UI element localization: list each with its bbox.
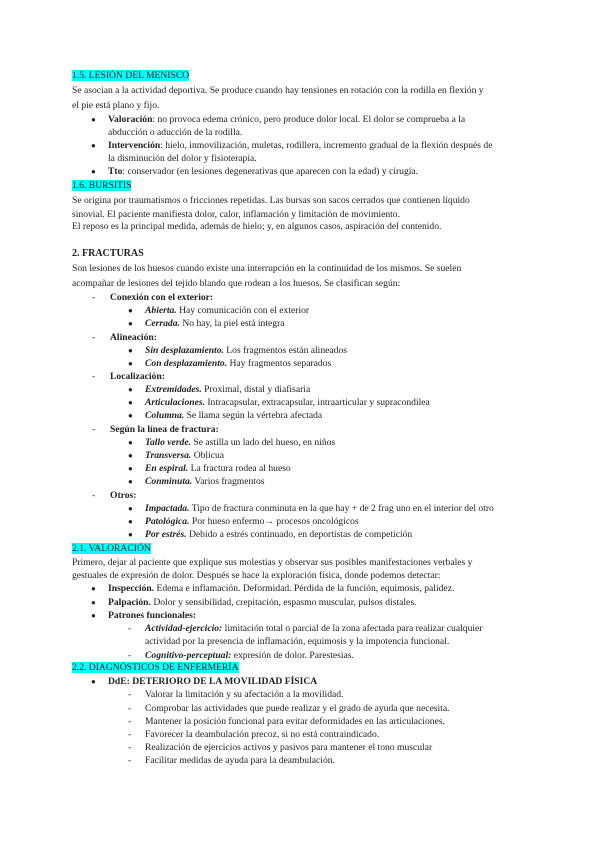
- list-item: Cerrada. No hay, la piel está íntegra: [145, 318, 285, 329]
- bullet-icon: ●: [91, 115, 96, 124]
- dash-icon: -: [128, 703, 132, 714]
- list-item: Sin desplazamiento. Los fragmentos están alineados: [145, 345, 347, 356]
- list-item: Tallo verde. Se astilla un lado del hueso, en niños: [145, 437, 336, 448]
- section-heading-valoracion: 2.1. VALORACIÓN: [72, 543, 151, 554]
- list-item: Inspección. Edema e inflamación. Deformidad. Pérdida de la función, equimosis, palidez.: [108, 583, 455, 594]
- bullet-icon: ●: [128, 530, 133, 539]
- list-item: Valorar la limitación y su afectación a la movilidad.: [145, 689, 344, 700]
- bullet-icon: ●: [128, 359, 133, 368]
- bullet-icon: ●: [91, 141, 96, 150]
- bullet-icon: ●: [91, 598, 96, 607]
- list-item: Palpación. Dolor y sensibilidad, crepitación, espasmo muscular, pulsos distales.: [108, 597, 417, 608]
- paragraph-line: Se asocian a la actividad deportiva. Se produce cuando hay tensiones en rotación con la rodilla en flexión y: [72, 85, 484, 96]
- bullet-icon: ●: [128, 504, 133, 513]
- bullet-icon: ●: [91, 677, 96, 686]
- list-item: Abierta. Hay comunicación con el exterior: [145, 305, 310, 316]
- section-heading-menisco: 1.5. LESIÓN DEL MENISCO: [72, 70, 190, 81]
- list-item: Articulaciones. Intracapsular, extracapsular, intraarticular y supracondilea: [145, 397, 430, 408]
- bullet-icon: ●: [128, 477, 133, 486]
- list-item: Transversa. Oblicua: [145, 450, 225, 461]
- bullet-icon: ●: [128, 464, 133, 473]
- dash-icon: -: [128, 689, 132, 700]
- list-item: Cognitivo-perceptual: expresión de dolor. Parestesias.: [145, 650, 354, 661]
- list-item: Patrones funcionales:: [108, 610, 197, 621]
- paragraph-line: acompañar de lesiones del tejido blando que rodean a los huesos. Se clasifican según:: [72, 278, 401, 289]
- list-item-continuation: abducción o aducción de la rodilla.: [108, 127, 243, 138]
- list-item: Realización de ejercicios activos y pasivos para mantener el tono muscular: [145, 742, 433, 753]
- dash-icon: -: [128, 650, 132, 661]
- bullet-icon: ●: [128, 385, 133, 394]
- paragraph-line: sinovial. El paciente manifiesta dolor, calor, inflamación y limitación de movimiento.: [72, 209, 400, 220]
- dash-icon: -: [92, 424, 96, 435]
- group-title: Otros:: [110, 490, 137, 501]
- bullet-icon: ●: [128, 517, 133, 526]
- dash-icon: -: [128, 716, 132, 727]
- list-item: Por estrés. Debido a estrés continuado, en deportistas de competición: [145, 529, 413, 540]
- paragraph-line: Primero, dejar al paciente que explique sus molestias y observar sus posibles manifestaciones verbales y: [72, 557, 473, 568]
- list-item: Patológica. Por hueso enfermo→ procesos oncológicos: [145, 516, 359, 527]
- list-item: Mantener la posición funcional para evitar deformidades en las articulaciones.: [145, 716, 445, 727]
- group-title: Según la línea de fractura:: [110, 424, 219, 435]
- dash-icon: -: [92, 371, 96, 382]
- list-item-continuation: actividad por la presencia de inflamación, equimosis y la impotencia funcional.: [145, 636, 450, 647]
- list-item: Comprobar las actividades que puede realizar y el grado de ayuda que necesita.: [145, 703, 450, 714]
- dash-icon: -: [128, 623, 132, 634]
- list-item: Facilitar medidas de ayuda para la deambulación.: [145, 755, 335, 766]
- group-title: Localización:: [110, 371, 165, 382]
- section-heading-diagnosticos: 2.2. DIAGNÓSTICOS DE ENFERMERÍA: [72, 662, 239, 673]
- bullet-icon: ●: [91, 167, 96, 176]
- paragraph-line: El reposo es la principal medida, además de hielo; y, en algunos casos, aspiración del contenido.: [72, 221, 442, 232]
- list-item: Favorecer la deambulación precoz, si no está contraindicado.: [145, 729, 380, 740]
- group-title: Conexión con el exterior:: [110, 292, 214, 303]
- dash-icon: -: [128, 742, 132, 753]
- bullet-icon: ●: [128, 438, 133, 447]
- section-heading-fracturas: 2. FRACTURAS: [72, 248, 144, 259]
- paragraph-line: Se origina por traumatismos o fricciones repetidas. Las bursas son sacos cerrados que contienen líquido: [72, 195, 470, 206]
- list-item: Extremidades. Proximal, distal y diafisaria: [145, 384, 311, 395]
- dash-icon: -: [128, 755, 132, 766]
- paragraph-line: el pie está plano y fijo.: [72, 100, 160, 111]
- diagnosis-title: DdE: DETERIORO DE LA MOVILIDAD FÍSICA: [108, 676, 318, 687]
- list-item: Impactada. Tipo de fractura conminuta en la que hay + de 2 frag uno en el interior del otro: [145, 503, 494, 514]
- paragraph-line: gestuales de expresión de dolor. Después se hace la exploración física, donde podemos detectar:: [72, 570, 441, 581]
- dash-icon: -: [92, 332, 96, 343]
- bullet-icon: ●: [128, 319, 133, 328]
- list-item-continuation: la disminución del dolor y fisioterapia.: [108, 153, 257, 164]
- group-title: Alineación:: [110, 332, 157, 343]
- list-item: Columna. Se llama según la vértebra afectada: [145, 410, 323, 421]
- section-heading-bursitis: 1.6. BURSITIS: [72, 180, 132, 191]
- bullet-icon: ●: [128, 411, 133, 420]
- bullet-icon: ●: [91, 611, 96, 620]
- bullet-icon: ●: [128, 398, 133, 407]
- dash-icon: -: [92, 292, 96, 303]
- bullet-icon: ●: [91, 584, 96, 593]
- list-item: Conminuta. Varios fragmentos: [145, 476, 265, 487]
- paragraph-line: Son lesiones de los huesos cuando existe una interrupción en la continuidad de los mismos. Se suelen: [72, 263, 462, 274]
- dash-icon: -: [92, 490, 96, 501]
- list-item: Tto: conservador (en lesiones degenerativas que aparecen con la edad) y cirugía.: [108, 166, 419, 177]
- list-item: En espiral. La fractura rodea al hueso: [145, 463, 291, 474]
- dash-icon: -: [128, 729, 132, 740]
- bullet-icon: ●: [128, 346, 133, 355]
- list-item: Actividad-ejercicio: limitación total o parcial de la zona afectada para realizar cualquier: [145, 623, 483, 634]
- bullet-icon: ●: [128, 306, 133, 315]
- list-item: Valoración: no provoca edema crónico, pero produce dolor local. El dolor se comprueba a la: [108, 114, 466, 125]
- list-item: Intervención: hielo, inmovilización, muletas, rodillera, incremento gradual de la flexión después de: [108, 140, 493, 151]
- bullet-icon: ●: [128, 451, 133, 460]
- list-item: Con desplazamiento. Hay fragmentos separados: [145, 358, 332, 369]
